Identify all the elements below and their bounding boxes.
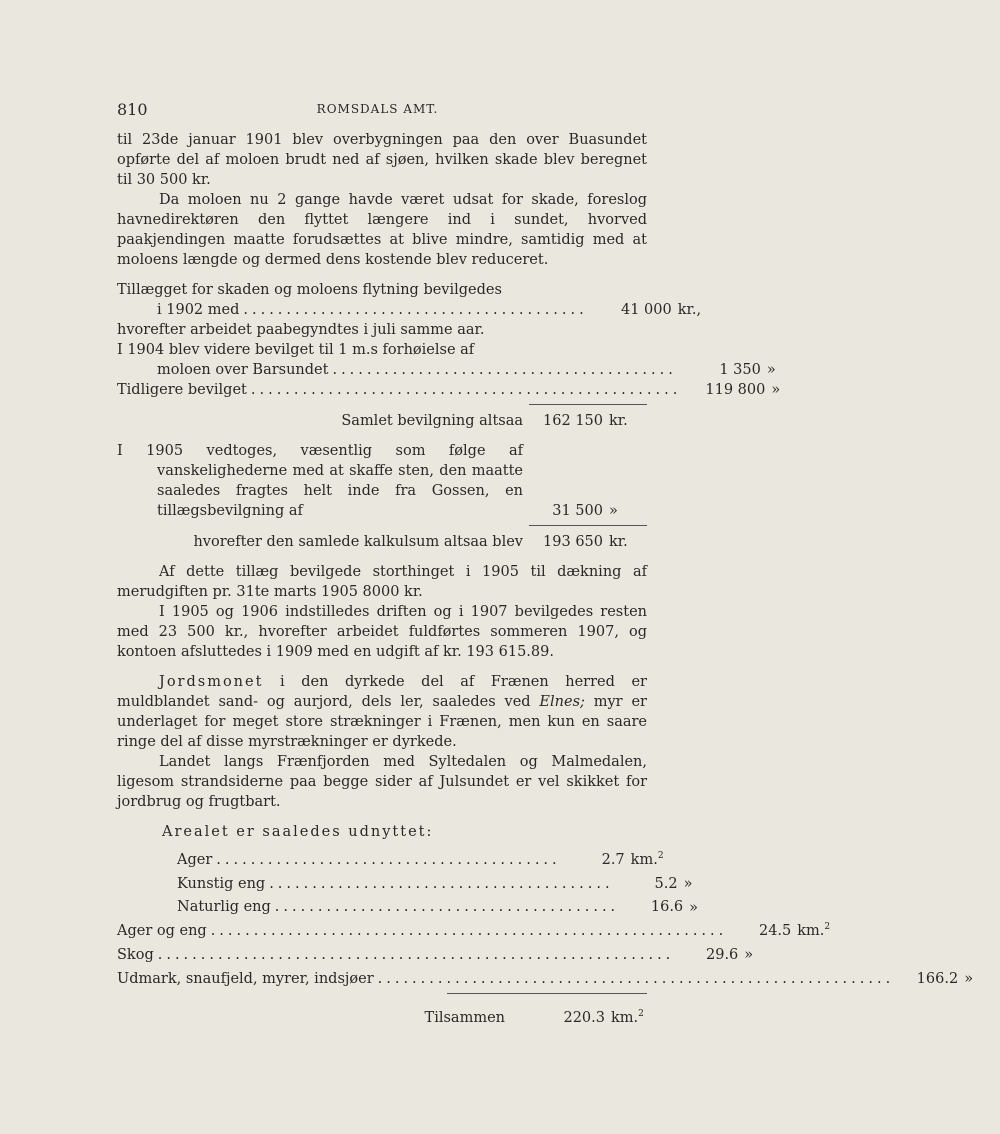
grant-line-4: I 1904 blev videre bevilget til 1 m.s forhøielse af xyxy=(117,342,475,358)
sum-rule xyxy=(117,404,647,405)
leader-dots: .................................................. xyxy=(250,382,682,398)
grant-line-1: Tillægget for skaden og moloens flytning bevilgedes xyxy=(117,282,502,298)
leader-dots: ............................................................ xyxy=(377,970,895,987)
grant-line-previous: Tidligere bevilget .................................................. 119 800 » xyxy=(117,382,781,398)
grant-1905: I 1905 vedtoges, væsentlig som følge af vanskelighederne med at skaffe sten, den maatte saaledes fragtes helt inde fra Gossen, en tillægsbevilgning af 31 500 » xyxy=(117,443,618,519)
leader-dots: ........................................ xyxy=(332,362,677,378)
grant-line-barsundet: moloen over Barsundet ........................................ 1 350 » xyxy=(157,362,776,378)
leader-dots: ............................................................ xyxy=(157,947,675,964)
sum-rule xyxy=(117,525,647,526)
area-heading: Arealet er saaledes udnyttet: xyxy=(162,824,434,840)
running-title: ROMSDALS AMT. xyxy=(316,102,439,116)
area-total-line: Tilsammen 220.3 km.$^2$ xyxy=(424,1008,644,1026)
area-table xyxy=(117,822,647,842)
grants-table-2 xyxy=(117,441,647,552)
area-row: Ager og eng ............................................................ 24.5 km.$^2$ xyxy=(117,922,831,940)
leader-dots: ........................................ xyxy=(243,302,588,318)
page-header xyxy=(117,100,638,122)
body-text xyxy=(117,130,974,1028)
paragraph-5: Jordsmonet i den dyrkede del af Frænen herred er muldblandet sand- og aurjord, dels ler, saaledes ved Elnes; myr er underlaget for meget store strækninger i Frænen, men kun en saare ringe del af disse myrstrækninger er dyrkede. xyxy=(117,674,647,750)
area-rows xyxy=(117,846,974,1028)
grant-line-3: hvorefter arbeidet paabegyndtes i juli samme aar. xyxy=(117,322,485,338)
leader-dots: ........................................ xyxy=(274,899,620,916)
paragraph-6: Landet langs Frænfjorden med Syltedalen og Malmedalen, ligesom strandsiderne paa begge sider af Julsundet er vel skikket for jordbrug og frugtbart. xyxy=(117,754,647,810)
paragraph-1: til 23de januar 1901 blev overbygningen paa den over Buasundet opførte del af moloen brudt ned af sjøen, hvilken skade blev beregnet til 30 500 kr. xyxy=(117,132,647,188)
leader-dots: ........................................ xyxy=(269,875,614,892)
grant-sum-line: Samlet bevilgning altsaa 162 150 kr. xyxy=(341,413,628,429)
grant-total-line: hvorefter den samlede kalkulsum altsaa blev 193 650 kr. xyxy=(193,534,628,550)
grants-table-1 xyxy=(117,280,781,431)
leader-dots: ........................................ xyxy=(216,851,561,868)
leader-dots: ............................................................ xyxy=(210,923,728,940)
sum-rule xyxy=(117,993,647,994)
grant-line-1902: i 1902 med ........................................ 41 000 kr., xyxy=(157,302,702,318)
area-row: Ager ........................................ 2.7 km.$^2$ xyxy=(177,851,664,868)
area-row: Naturlig eng ........................................ 16.6 » xyxy=(177,899,699,916)
page-number: 810 xyxy=(117,100,148,119)
area-row: Udmark, snaufjeld, myrer, indsjøer ............................................................ 166.2 » xyxy=(117,970,974,987)
area-row: Kunstig eng ........................................ 5.2 » xyxy=(177,875,693,892)
area-row: Skog ............................................................ 29.6 » xyxy=(117,947,754,964)
paragraph-4: I 1905 og 1906 indstilledes driften og i 1907 bevilgedes resten med 23 500 kr., hvorefter arbeidet fuldførtes sommeren 1907, og kontoen afsluttedes i 1909 med en udgift af kr. 193 615.89. xyxy=(117,604,647,660)
paragraph-2: Da moloen nu 2 gange havde været udsat for skade, foreslog havnedirektøren den flyttet længere ind i sundet, hvorved paakjendingen maatte forudsættes at blive mindre, samtidig med at moloens længde og dermed dens kostende blev reduceret. xyxy=(117,192,647,268)
paragraph-3: Af dette tillæg bevilgede storthinget i 1905 til dækning af merudgiften pr. 31te marts 1905 8000 kr. xyxy=(117,564,647,600)
